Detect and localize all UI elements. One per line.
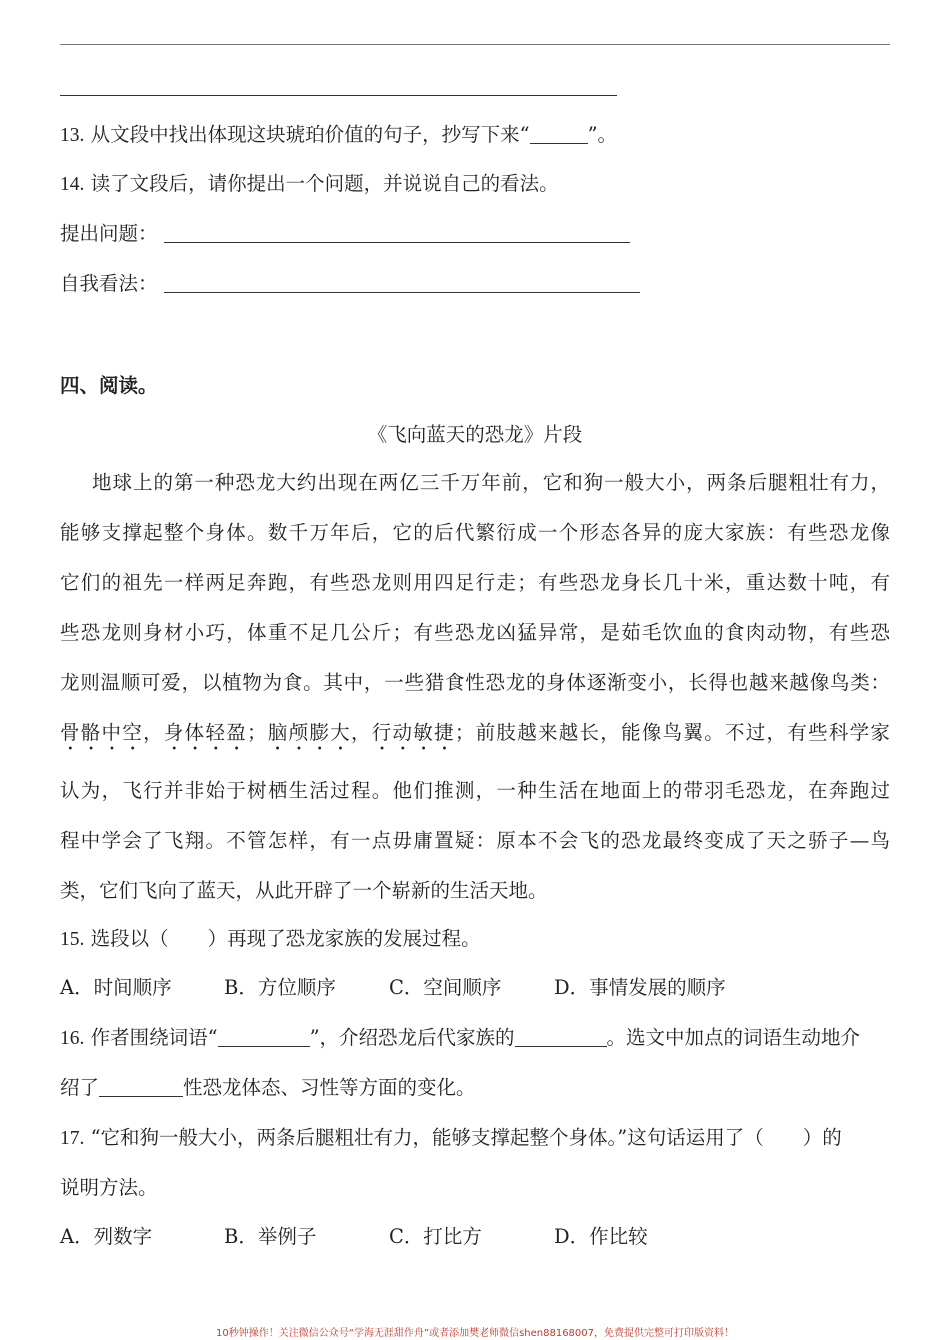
question-14 [60,170,559,199]
passage-line: 它们的祖先一样两足奔跑，有些恐龙则用四足行走；有些恐龙身长几十米，重达数十吨，有 [60,571,890,594]
punct: ， [350,721,372,744]
q16-blank-2 [515,1028,607,1047]
passage-line: 类，它们飞向了蓝天，从此开辟了一个崭新的生活天地。 [60,879,548,902]
q16-number: 16. [60,1028,85,1049]
passage [60,468,890,926]
q14-opinion-blank [164,274,640,293]
dotted-word: 行动敏捷 [371,721,455,744]
q16-part5: 性恐龙体态、习性等方面的变化。 [183,1076,476,1099]
q14-opinion-row [60,270,640,298]
q13-blank [530,125,588,144]
passage-line: 些恐龙则身材小巧，体重不足几公斤；有些恐龙凶猛异常，是茹毛饮血的食肉动物，有些恐 [60,621,890,644]
q16-line-2 [60,1074,476,1102]
passage-line: 能够支撑起整个身体。数千万年后，它的后代繁衍成一个形态各异的庞大家族：有些恐龙像 [60,521,890,544]
punct: ； [247,721,267,744]
q16-blank-3 [99,1078,183,1097]
q17-option-a: A．列数字 [60,1225,153,1248]
section-heading: 四、阅读。 [60,374,158,397]
question-13 [60,121,617,150]
q14-text: 读了文段后，请你提出一个问题，并说说自己的看法。 [90,172,559,195]
q14-ask-row [60,220,630,248]
q15-text: 选段以（ ）再现了恐龙家族的发展过程。 [90,927,481,950]
answer-line [60,95,617,96]
question-17 [60,1124,842,1153]
q16-blank-1 [218,1028,310,1047]
q15-option-a: A．时间顺序 [60,976,172,999]
passage-line-rest: ；前肢越来越长，能像鸟翼。不过，有些科学家 [454,721,890,744]
dotted-word: 脑颅膨大 [266,721,351,744]
question-16 [60,1024,860,1053]
q17-options [60,1223,648,1251]
q14-ask-label: 提出问题： [60,222,158,245]
q17-option-d: D．作比较 [554,1225,648,1248]
q17-option-b: B．举例子 [224,1225,317,1248]
q13-number: 13. [60,125,85,146]
q14-ask-blank [164,224,630,243]
passage-line: 地球上的第一种恐龙大约出现在两亿三千万年前，它和狗一般大小，两条后腿粗壮有力， [92,471,890,494]
q15-number: 15. [60,929,85,950]
passage-line: 龙则温顺可爱，以植物为食。其中，一些猎食性恐龙的身体逐渐变小，长得也越来越像鸟类： [60,671,890,694]
footer-notice: 10秒钟操作！关注微信公众号“学海无涯甜作舟”或者添加樊老师微信shen88168007，免费提供完整可打印版资料！ [215,1328,735,1339]
q15-option-b: B．方位顺序 [224,976,336,999]
question-15 [60,925,481,954]
passage-line: 认为，飞行并非始于树栖生活过程。他们推测，一种生活在地面上的带羽毛恐龙，在奔跑过 [60,779,890,802]
dotted-word: 身体轻盈 [163,721,248,744]
q15-option-d: D．事情发展的顺序 [554,976,726,999]
passage-line: 程中学会了飞翔。不管怎样，有一点毋庸置疑：原本不会飞的恐龙最终变成了天之骄子—鸟 [60,829,890,852]
q14-opinion-label: 自我看法： [60,272,158,295]
q17-line-2: 说明方法。 [60,1176,158,1199]
q16-part4: 绍了 [60,1076,100,1099]
q16-part2: ”，介绍恐龙后代家族的 [309,1026,515,1049]
dotted-word: 骨骼中空 [60,721,144,744]
q14-number: 14. [60,174,85,195]
q17-option-c: C．打比方 [389,1225,482,1248]
q13-text-after: ”。 [587,123,618,146]
passage-title: 《飞向蓝天的恐龙》片段 [367,423,583,446]
passage-line-dotted [60,718,890,776]
top-divider [60,44,890,45]
q15-options [60,974,726,1002]
q16-part3: 。选文中加点的词语生动地介 [606,1026,861,1049]
q17-line1: “它和狗一般大小，两条后腿粗壮有力，能够支撑起整个身体。”这句话运用了（ ）的 [90,1126,842,1149]
q15-option-c: C．空间顺序 [389,976,502,999]
q13-text-before: 从文段中找出体现这块琥珀价值的句子，抄写下来“ [90,123,530,146]
q16-part1: 作者围绕词语“ [90,1026,218,1049]
q17-number: 17. [60,1128,85,1149]
punct: ， [143,721,164,744]
